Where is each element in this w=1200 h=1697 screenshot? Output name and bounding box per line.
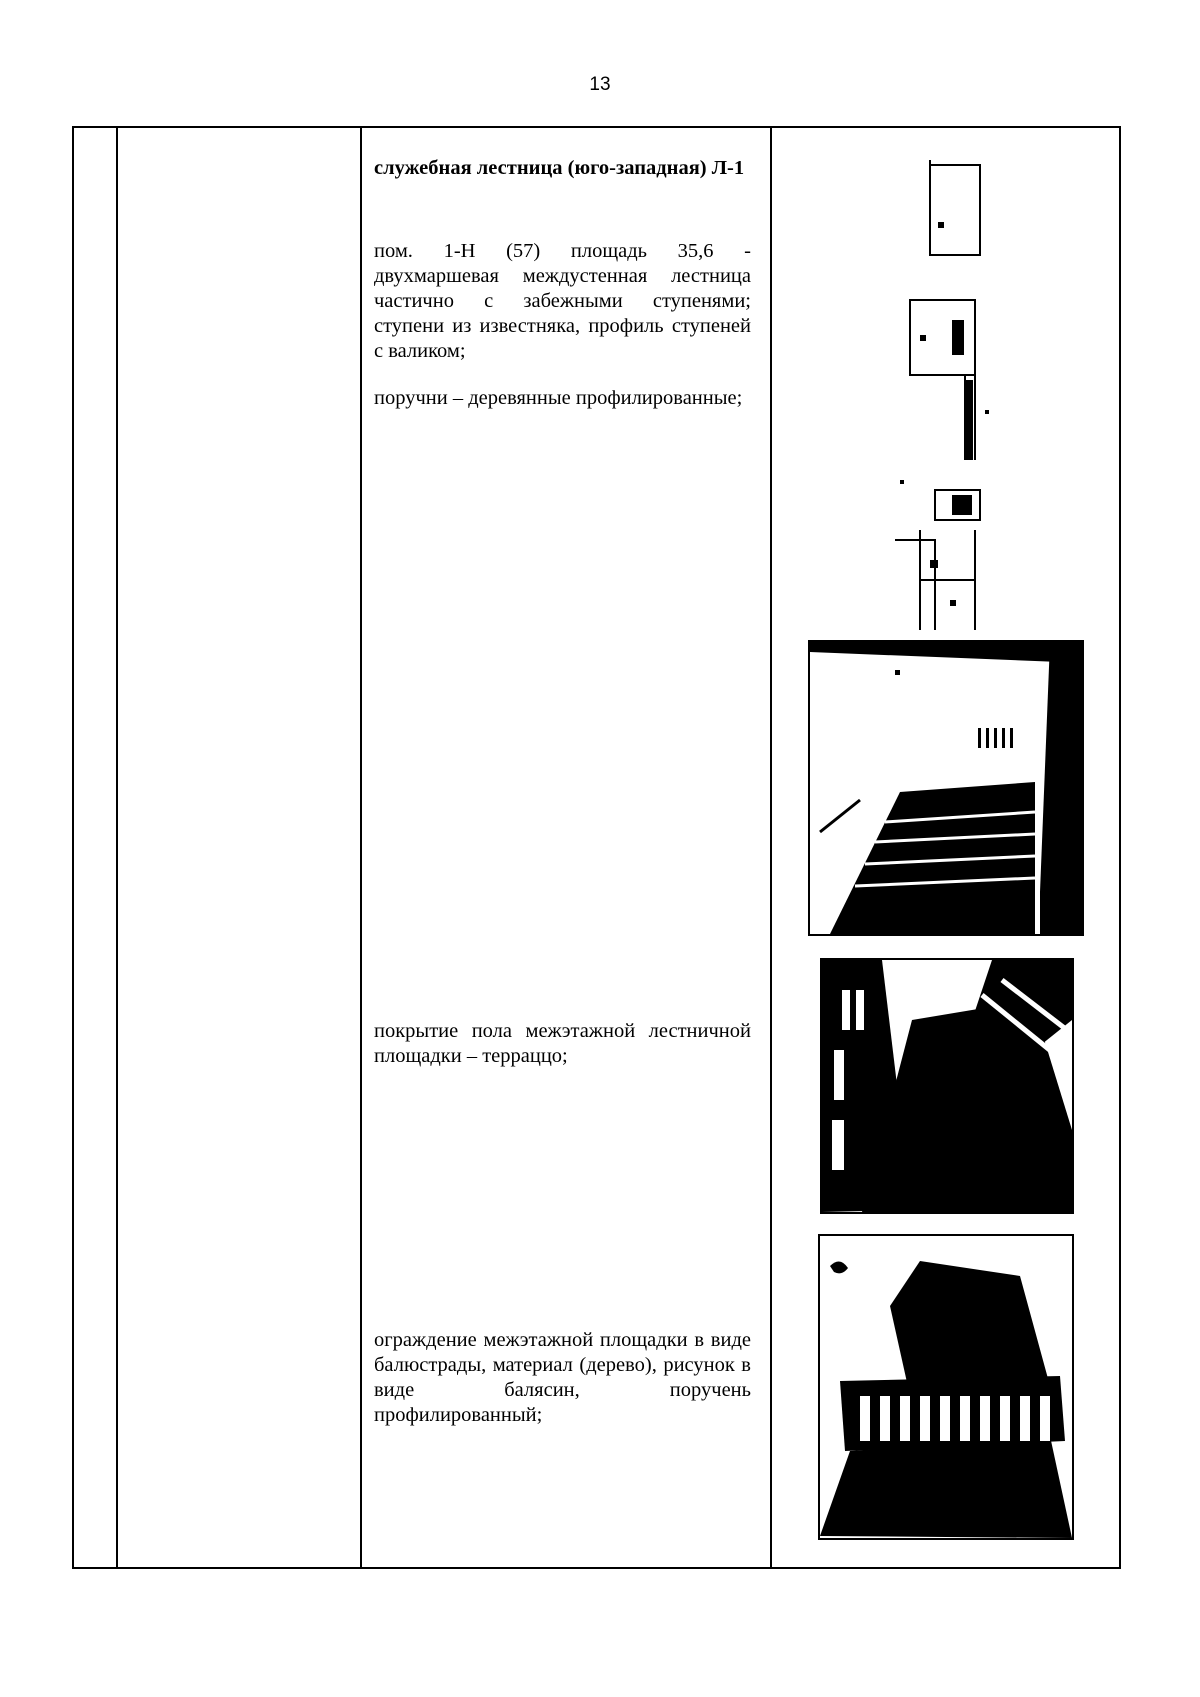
page-number: 13 (589, 74, 611, 95)
description-paragraph-2 (374, 386, 751, 411)
balustrade-photo (818, 1234, 1074, 1540)
column-divider-1 (116, 128, 118, 1567)
description-paragraph-3 (374, 1019, 751, 1069)
staircase-illustration (810, 642, 1082, 934)
landing-floor-photo (820, 958, 1074, 1214)
paragraph-text: ограждение межэтажной площадки в виде балюстрады, материал (дерево), рисунок в виде балясин, поручень профилированный; (374, 1329, 751, 1426)
floor-plan-image (890, 160, 995, 635)
balustrade-illustration (820, 1236, 1072, 1538)
staircase-photo (808, 640, 1084, 936)
paragraph-text: пом. 1-Н (57) площадь 35,6 - двухмаршевая междустенная лестница частично с забежными ступенями; ступени из известняка, профиль ступеней с валиком; (374, 240, 751, 362)
floor-plan-drawing (890, 160, 995, 635)
section-heading: служебная лестница (юго-западная) Л-1 (374, 157, 745, 179)
section-heading-block (374, 156, 751, 181)
landing-floor-illustration (822, 960, 1072, 1212)
description-paragraph-4 (374, 1328, 751, 1428)
column-divider-2 (360, 128, 362, 1567)
column-divider-3 (770, 128, 772, 1567)
description-paragraph-1 (374, 239, 751, 364)
paragraph-text: покрытие пола межэтажной лестничной площадки – терраццо; (374, 1020, 751, 1067)
paragraph-text: поручни – деревянные профилированные; (374, 387, 743, 409)
